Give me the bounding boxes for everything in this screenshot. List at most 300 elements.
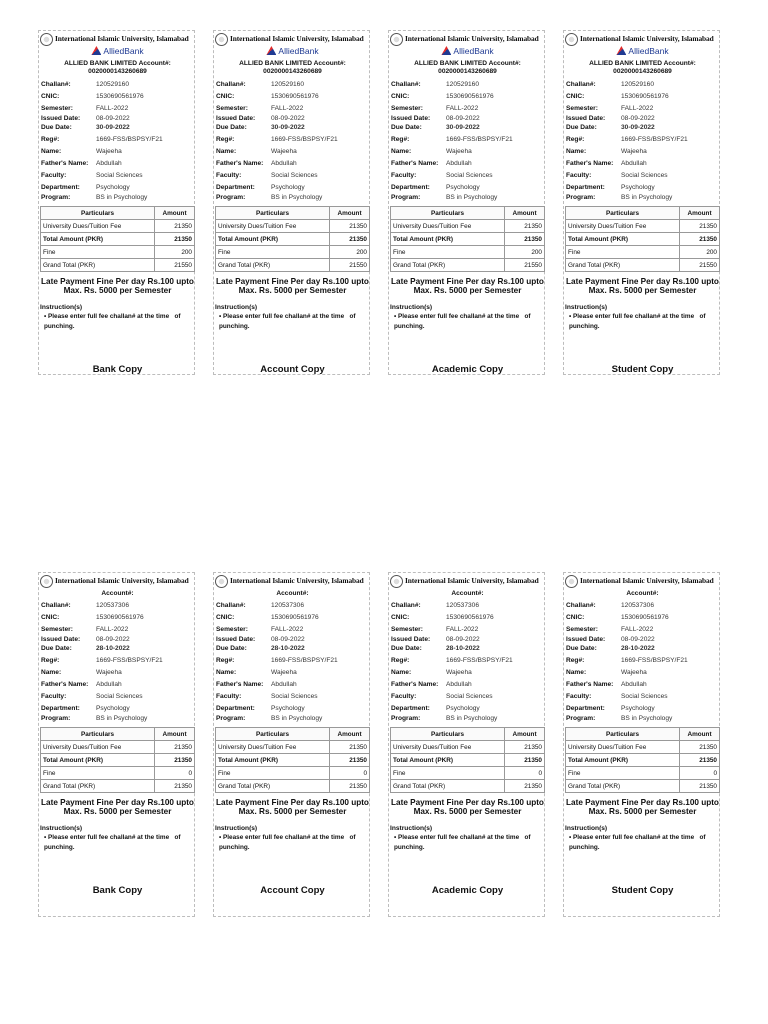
fee-table-header	[391, 207, 545, 220]
due-value: 28-10-2022	[96, 645, 130, 652]
particulars-header: Particulars	[391, 728, 505, 741]
challan-label: Challan#:	[391, 602, 421, 609]
amount-header: Amount	[505, 207, 545, 220]
field-row-faculty	[391, 691, 544, 702]
account-number: 0020000143260689	[263, 68, 322, 75]
faculty-label: Faculty:	[391, 172, 417, 179]
copy-label: Student Copy	[611, 885, 674, 896]
reg-label: Reg#:	[41, 657, 60, 664]
semester-value: FALL-2022	[96, 626, 129, 633]
field-row-father	[566, 679, 719, 690]
challan-label: Challan#:	[566, 81, 596, 88]
challan-value: 120537306	[621, 602, 655, 609]
fee-table-header	[566, 207, 720, 220]
reg-label: Reg#:	[216, 657, 235, 664]
fee-row-tuition	[41, 220, 195, 233]
bank-logo	[39, 46, 196, 58]
bank-logo-text: AlliedBank	[453, 46, 494, 56]
field-row-reg	[566, 655, 719, 666]
issued-value: 08-09-2022	[271, 115, 305, 122]
issued-label: Issued Date:	[391, 115, 431, 122]
field-row-faculty	[216, 170, 369, 181]
fee-row-grand	[391, 780, 545, 793]
name-value: Wajeeha	[446, 669, 472, 676]
field-row-challan	[41, 600, 194, 611]
field-row-faculty	[566, 170, 719, 181]
account-line: Account#:	[451, 590, 484, 597]
grand-amount: 21350	[155, 780, 195, 793]
father-value: Abdullah	[271, 160, 297, 167]
grand-amount: 21350	[330, 780, 370, 793]
cnic-value: 1530690561976	[621, 614, 669, 621]
fine-amount: 0	[155, 767, 195, 780]
semester-value: FALL-2022	[621, 105, 654, 112]
challan-label: Challan#:	[41, 602, 71, 609]
field-row-faculty	[41, 170, 194, 181]
instruction-item: • Please enter full fee challan# at the time of punching.	[44, 834, 181, 851]
program-label: Program:	[216, 194, 246, 201]
faculty-label: Faculty:	[41, 693, 67, 700]
grand-label: Grand Total (PKR)	[41, 780, 155, 793]
father-label: Father's Name:	[216, 681, 264, 688]
field-row-father	[391, 679, 544, 690]
field-row-name	[41, 146, 194, 157]
reg-label: Reg#:	[41, 136, 60, 143]
faculty-value: Social Sciences	[271, 172, 318, 179]
university-seal-logo	[565, 575, 578, 588]
slip-header	[389, 575, 546, 589]
field-row-department	[391, 182, 544, 193]
faculty-label: Faculty:	[41, 172, 67, 179]
university-name: International Islamic University, Islamabad	[230, 576, 364, 585]
particulars-header: Particulars	[216, 728, 330, 741]
account-number: 0020000143260689	[613, 68, 672, 75]
father-value: Abdullah	[446, 681, 472, 688]
field-row-name	[391, 667, 544, 678]
fee-table	[565, 727, 720, 793]
name-label: Name:	[216, 148, 237, 155]
field-row-program	[41, 194, 194, 205]
due-value: 28-10-2022	[621, 645, 655, 652]
fee-row-grand	[566, 780, 720, 793]
faculty-value: Social Sciences	[271, 693, 318, 700]
faculty-value: Social Sciences	[621, 172, 668, 179]
instructions-heading: Instruction(s)	[40, 825, 83, 832]
name-label: Name:	[41, 669, 62, 676]
field-row-department	[41, 703, 194, 714]
reg-label: Reg#:	[391, 136, 410, 143]
slip-header	[389, 33, 546, 47]
fee-row-fine	[216, 767, 370, 780]
department-label: Department:	[391, 184, 430, 191]
field-row-cnic	[216, 91, 369, 102]
field-row-cnic	[216, 612, 369, 623]
account-number: 0020000143260689	[88, 68, 147, 75]
father-value: Abdullah	[96, 160, 122, 167]
total-label: Total Amount (PKR)	[216, 233, 330, 246]
fee-row-grand	[216, 259, 370, 272]
due-value: 28-10-2022	[446, 645, 480, 652]
fee-table	[40, 727, 195, 793]
program-value: BS in Psychology	[621, 715, 673, 722]
total-label: Total Amount (PKR)	[391, 754, 505, 767]
cnic-value: 1530690561976	[271, 614, 319, 621]
total-amount: 21350	[680, 233, 720, 246]
amount-header: Amount	[155, 728, 195, 741]
fee-row-total	[216, 754, 370, 767]
name-value: Wajeeha	[271, 669, 297, 676]
field-row-program	[566, 194, 719, 205]
fine-amount: 0	[680, 767, 720, 780]
semester-value: FALL-2022	[446, 626, 479, 633]
field-row-department	[566, 703, 719, 714]
issued-value: 08-09-2022	[96, 636, 130, 643]
issued-label: Issued Date:	[41, 636, 81, 643]
challan-label: Challan#:	[216, 81, 246, 88]
field-row-department	[216, 182, 369, 193]
department-value: Psychology	[446, 705, 480, 712]
bank-logo-text: AlliedBank	[103, 46, 144, 56]
copy-label: Account Copy	[260, 885, 325, 896]
slip-header	[564, 33, 721, 47]
due-value: 30-09-2022	[96, 124, 130, 131]
grand-amount: 21550	[155, 259, 195, 272]
fee-row-tuition	[391, 220, 545, 233]
copy-label: Bank Copy	[92, 364, 143, 375]
university-seal-logo	[215, 575, 228, 588]
field-row-cnic	[41, 91, 194, 102]
issued-value: 08-09-2022	[446, 636, 480, 643]
challan-label: Challan#:	[391, 81, 421, 88]
cnic-value: 1530690561976	[96, 93, 144, 100]
university-name: International Islamic University, Islamabad	[55, 576, 189, 585]
tuition-label: University Dues/Tuition Fee	[391, 220, 505, 233]
program-label: Program:	[41, 715, 71, 722]
late-payment-notice: Late Payment Fine Per day Rs.100 upto Max. Rs. 5000 per Semester	[41, 277, 194, 295]
instruction-item: • Please enter full fee challan# at the time of punching.	[394, 313, 531, 330]
issued-label: Issued Date:	[391, 636, 431, 643]
department-value: Psychology	[621, 705, 655, 712]
total-label: Total Amount (PKR)	[391, 233, 505, 246]
fee-table	[390, 206, 545, 272]
challan-slip	[38, 30, 195, 375]
allied-bank-icon	[441, 46, 451, 55]
instructions-heading: Instruction(s)	[390, 825, 433, 832]
late-payment-notice: Late Payment Fine Per day Rs.100 upto Max. Rs. 5000 per Semester	[216, 798, 369, 816]
fee-table-header	[41, 728, 195, 741]
instruction-item: • Please enter full fee challan# at the time of punching.	[394, 834, 531, 851]
field-row-program	[391, 194, 544, 205]
father-label: Father's Name:	[216, 160, 264, 167]
grand-amount: 21350	[680, 780, 720, 793]
field-row-semester	[391, 624, 544, 635]
fee-row-total	[41, 233, 195, 246]
challan-slip	[388, 572, 545, 917]
department-label: Department:	[41, 705, 80, 712]
university-seal-logo	[390, 33, 403, 46]
due-label: Due Date:	[41, 124, 72, 131]
fee-table-header	[216, 207, 370, 220]
name-value: Wajeeha	[96, 669, 122, 676]
fee-row-total	[566, 754, 720, 767]
slip-header	[214, 33, 371, 47]
due-label: Due Date:	[566, 645, 597, 652]
total-amount: 21350	[505, 754, 545, 767]
amount-header: Amount	[680, 728, 720, 741]
name-value: Wajeeha	[96, 148, 122, 155]
slip-header	[39, 575, 196, 589]
department-value: Psychology	[446, 184, 480, 191]
field-row-name	[566, 146, 719, 157]
issued-label: Issued Date:	[41, 115, 81, 122]
challan-label: Challan#:	[216, 602, 246, 609]
tuition-amount: 21350	[155, 220, 195, 233]
field-row-program	[566, 715, 719, 726]
fee-row-total	[216, 233, 370, 246]
university-name: International Islamic University, Islamabad	[55, 34, 189, 43]
issued-value: 08-09-2022	[621, 636, 655, 643]
program-value: BS in Psychology	[96, 194, 148, 201]
copy-label: Bank Copy	[92, 885, 143, 896]
program-label: Program:	[216, 715, 246, 722]
due-value: 30-09-2022	[621, 124, 655, 131]
due-value: 30-09-2022	[446, 124, 480, 131]
late-payment-notice: Late Payment Fine Per day Rs.100 upto Max. Rs. 5000 per Semester	[216, 277, 369, 295]
grand-amount: 21550	[680, 259, 720, 272]
cnic-label: CNIC:	[216, 614, 235, 621]
faculty-value: Social Sciences	[96, 693, 143, 700]
fee-table	[40, 206, 195, 272]
tuition-label: University Dues/Tuition Fee	[216, 741, 330, 754]
university-name: International Islamic University, Islamabad	[405, 576, 539, 585]
challan-label: Challan#:	[566, 602, 596, 609]
department-label: Department:	[216, 705, 255, 712]
tuition-amount: 21350	[680, 220, 720, 233]
field-row-challan	[41, 79, 194, 90]
total-amount: 21350	[155, 233, 195, 246]
fine-amount: 200	[505, 246, 545, 259]
name-value: Wajeeha	[621, 148, 647, 155]
bank-logo-text: AlliedBank	[278, 46, 319, 56]
amount-header: Amount	[155, 207, 195, 220]
slip-header	[214, 575, 371, 589]
account-line: ALLIED BANK LIMITED Account#:	[414, 60, 521, 67]
amount-header: Amount	[330, 207, 370, 220]
instruction-item: • Please enter full fee challan# at the time of punching.	[44, 313, 181, 330]
tuition-label: University Dues/Tuition Fee	[566, 741, 680, 754]
account-line: ALLIED BANK LIMITED Account#:	[239, 60, 346, 67]
due-label: Due Date:	[41, 645, 72, 652]
fee-table	[565, 206, 720, 272]
reg-value: 1669-FSS/BSPSY/F21	[96, 657, 163, 664]
department-label: Department:	[566, 705, 605, 712]
field-row-department	[41, 182, 194, 193]
copy-label: Student Copy	[611, 364, 674, 375]
university-seal-logo	[565, 33, 578, 46]
account-line: Account#:	[626, 590, 659, 597]
reg-value: 1669-FSS/BSPSY/F21	[96, 136, 163, 143]
semester-value: FALL-2022	[621, 626, 654, 633]
university-seal-logo	[40, 33, 53, 46]
university-name: International Islamic University, Islamabad	[230, 34, 364, 43]
bank-logo-text: AlliedBank	[628, 46, 669, 56]
issued-label: Issued Date:	[216, 636, 256, 643]
tuition-label: University Dues/Tuition Fee	[41, 220, 155, 233]
department-value: Psychology	[621, 184, 655, 191]
reg-value: 1669-FSS/BSPSY/F21	[271, 657, 338, 664]
field-row-reg	[391, 134, 544, 145]
reg-value: 1669-FSS/BSPSY/F21	[446, 657, 513, 664]
department-label: Department:	[216, 184, 255, 191]
total-label: Total Amount (PKR)	[41, 233, 155, 246]
cnic-value: 1530690561976	[446, 614, 494, 621]
field-row-faculty	[391, 170, 544, 181]
issued-value: 08-09-2022	[446, 115, 480, 122]
slip-header	[564, 575, 721, 589]
late-payment-notice: Late Payment Fine Per day Rs.100 upto Max. Rs. 5000 per Semester	[391, 277, 544, 295]
semester-value: FALL-2022	[271, 626, 304, 633]
grand-label: Grand Total (PKR)	[391, 259, 505, 272]
university-name: International Islamic University, Islamabad	[580, 34, 714, 43]
issued-label: Issued Date:	[566, 115, 606, 122]
total-label: Total Amount (PKR)	[566, 233, 680, 246]
fee-row-total	[566, 233, 720, 246]
field-row-challan	[216, 600, 369, 611]
father-label: Father's Name:	[566, 160, 614, 167]
tuition-amount: 21350	[155, 741, 195, 754]
total-amount: 21350	[680, 754, 720, 767]
fine-label: Fine	[41, 246, 155, 259]
fine-label: Fine	[391, 767, 505, 780]
field-row-father	[216, 158, 369, 169]
father-value: Abdullah	[621, 160, 647, 167]
field-row-reg	[566, 134, 719, 145]
reg-value: 1669-FSS/BSPSY/F21	[446, 136, 513, 143]
challan-slip	[38, 572, 195, 917]
department-value: Psychology	[271, 184, 305, 191]
fee-row-tuition	[216, 220, 370, 233]
name-value: Wajeeha	[621, 669, 647, 676]
cnic-label: CNIC:	[566, 93, 585, 100]
department-value: Psychology	[96, 184, 130, 191]
field-row-reg	[391, 655, 544, 666]
field-row-challan	[566, 600, 719, 611]
allied-bank-icon	[91, 46, 101, 55]
fee-row-grand	[41, 780, 195, 793]
challan-slip	[213, 30, 370, 375]
faculty-label: Faculty:	[216, 693, 242, 700]
challan-slip	[213, 572, 370, 917]
fine-amount: 200	[680, 246, 720, 259]
semester-label: Semester:	[216, 105, 248, 112]
issued-value: 08-09-2022	[96, 115, 130, 122]
field-row-cnic	[566, 91, 719, 102]
due-label: Due Date:	[216, 645, 247, 652]
instructions-heading: Instruction(s)	[565, 825, 608, 832]
fee-row-tuition	[41, 741, 195, 754]
fine-label: Fine	[216, 767, 330, 780]
field-row-reg	[216, 134, 369, 145]
fee-row-grand	[391, 259, 545, 272]
tuition-amount: 21350	[680, 741, 720, 754]
fine-label: Fine	[566, 767, 680, 780]
amount-header: Amount	[330, 728, 370, 741]
total-amount: 21350	[155, 754, 195, 767]
program-value: BS in Psychology	[621, 194, 673, 201]
program-value: BS in Psychology	[446, 194, 498, 201]
semester-label: Semester:	[566, 626, 598, 633]
fee-row-tuition	[216, 741, 370, 754]
fine-amount: 200	[155, 246, 195, 259]
cnic-value: 1530690561976	[621, 93, 669, 100]
issued-label: Issued Date:	[216, 115, 256, 122]
copy-label: Academic Copy	[431, 364, 504, 375]
field-row-reg	[216, 655, 369, 666]
faculty-value: Social Sciences	[96, 172, 143, 179]
fee-row-total	[41, 754, 195, 767]
faculty-value: Social Sciences	[621, 693, 668, 700]
program-value: BS in Psychology	[446, 715, 498, 722]
field-row-father	[41, 679, 194, 690]
cnic-label: CNIC:	[41, 93, 60, 100]
fee-row-fine	[41, 767, 195, 780]
grand-amount: 21550	[330, 259, 370, 272]
field-row-cnic	[391, 91, 544, 102]
field-row-semester	[566, 624, 719, 635]
university-seal-logo	[215, 33, 228, 46]
total-amount: 21350	[330, 233, 370, 246]
name-label: Name:	[391, 669, 412, 676]
fee-row-tuition	[566, 220, 720, 233]
copy-label: Account Copy	[260, 364, 325, 375]
program-value: BS in Psychology	[271, 715, 323, 722]
field-row-department	[391, 703, 544, 714]
semester-label: Semester:	[216, 626, 248, 633]
fee-row-fine	[566, 767, 720, 780]
semester-label: Semester:	[41, 626, 73, 633]
instruction-item: • Please enter full fee challan# at the time of punching.	[569, 834, 706, 851]
cnic-value: 1530690561976	[271, 93, 319, 100]
challan-value: 120529160	[621, 81, 655, 88]
grand-label: Grand Total (PKR)	[566, 780, 680, 793]
field-row-cnic	[391, 612, 544, 623]
fee-table	[215, 206, 370, 272]
department-label: Department:	[391, 705, 430, 712]
semester-label: Semester:	[41, 105, 73, 112]
due-value: 28-10-2022	[271, 645, 305, 652]
faculty-label: Faculty:	[216, 172, 242, 179]
field-row-semester	[566, 103, 719, 114]
grand-label: Grand Total (PKR)	[566, 259, 680, 272]
name-label: Name:	[41, 148, 62, 155]
program-label: Program:	[391, 194, 421, 201]
fee-row-fine	[391, 246, 545, 259]
tuition-label: University Dues/Tuition Fee	[391, 741, 505, 754]
slip-header	[39, 33, 196, 47]
tuition-label: University Dues/Tuition Fee	[216, 220, 330, 233]
field-row-program	[391, 715, 544, 726]
field-row-name	[41, 667, 194, 678]
particulars-header: Particulars	[566, 728, 680, 741]
allied-bank-icon	[266, 46, 276, 55]
cnic-label: CNIC:	[41, 614, 60, 621]
father-value: Abdullah	[271, 681, 297, 688]
field-row-faculty	[216, 691, 369, 702]
due-value: 30-09-2022	[271, 124, 305, 131]
cnic-value: 1530690561976	[446, 93, 494, 100]
semester-label: Semester:	[566, 105, 598, 112]
fee-row-grand	[566, 259, 720, 272]
